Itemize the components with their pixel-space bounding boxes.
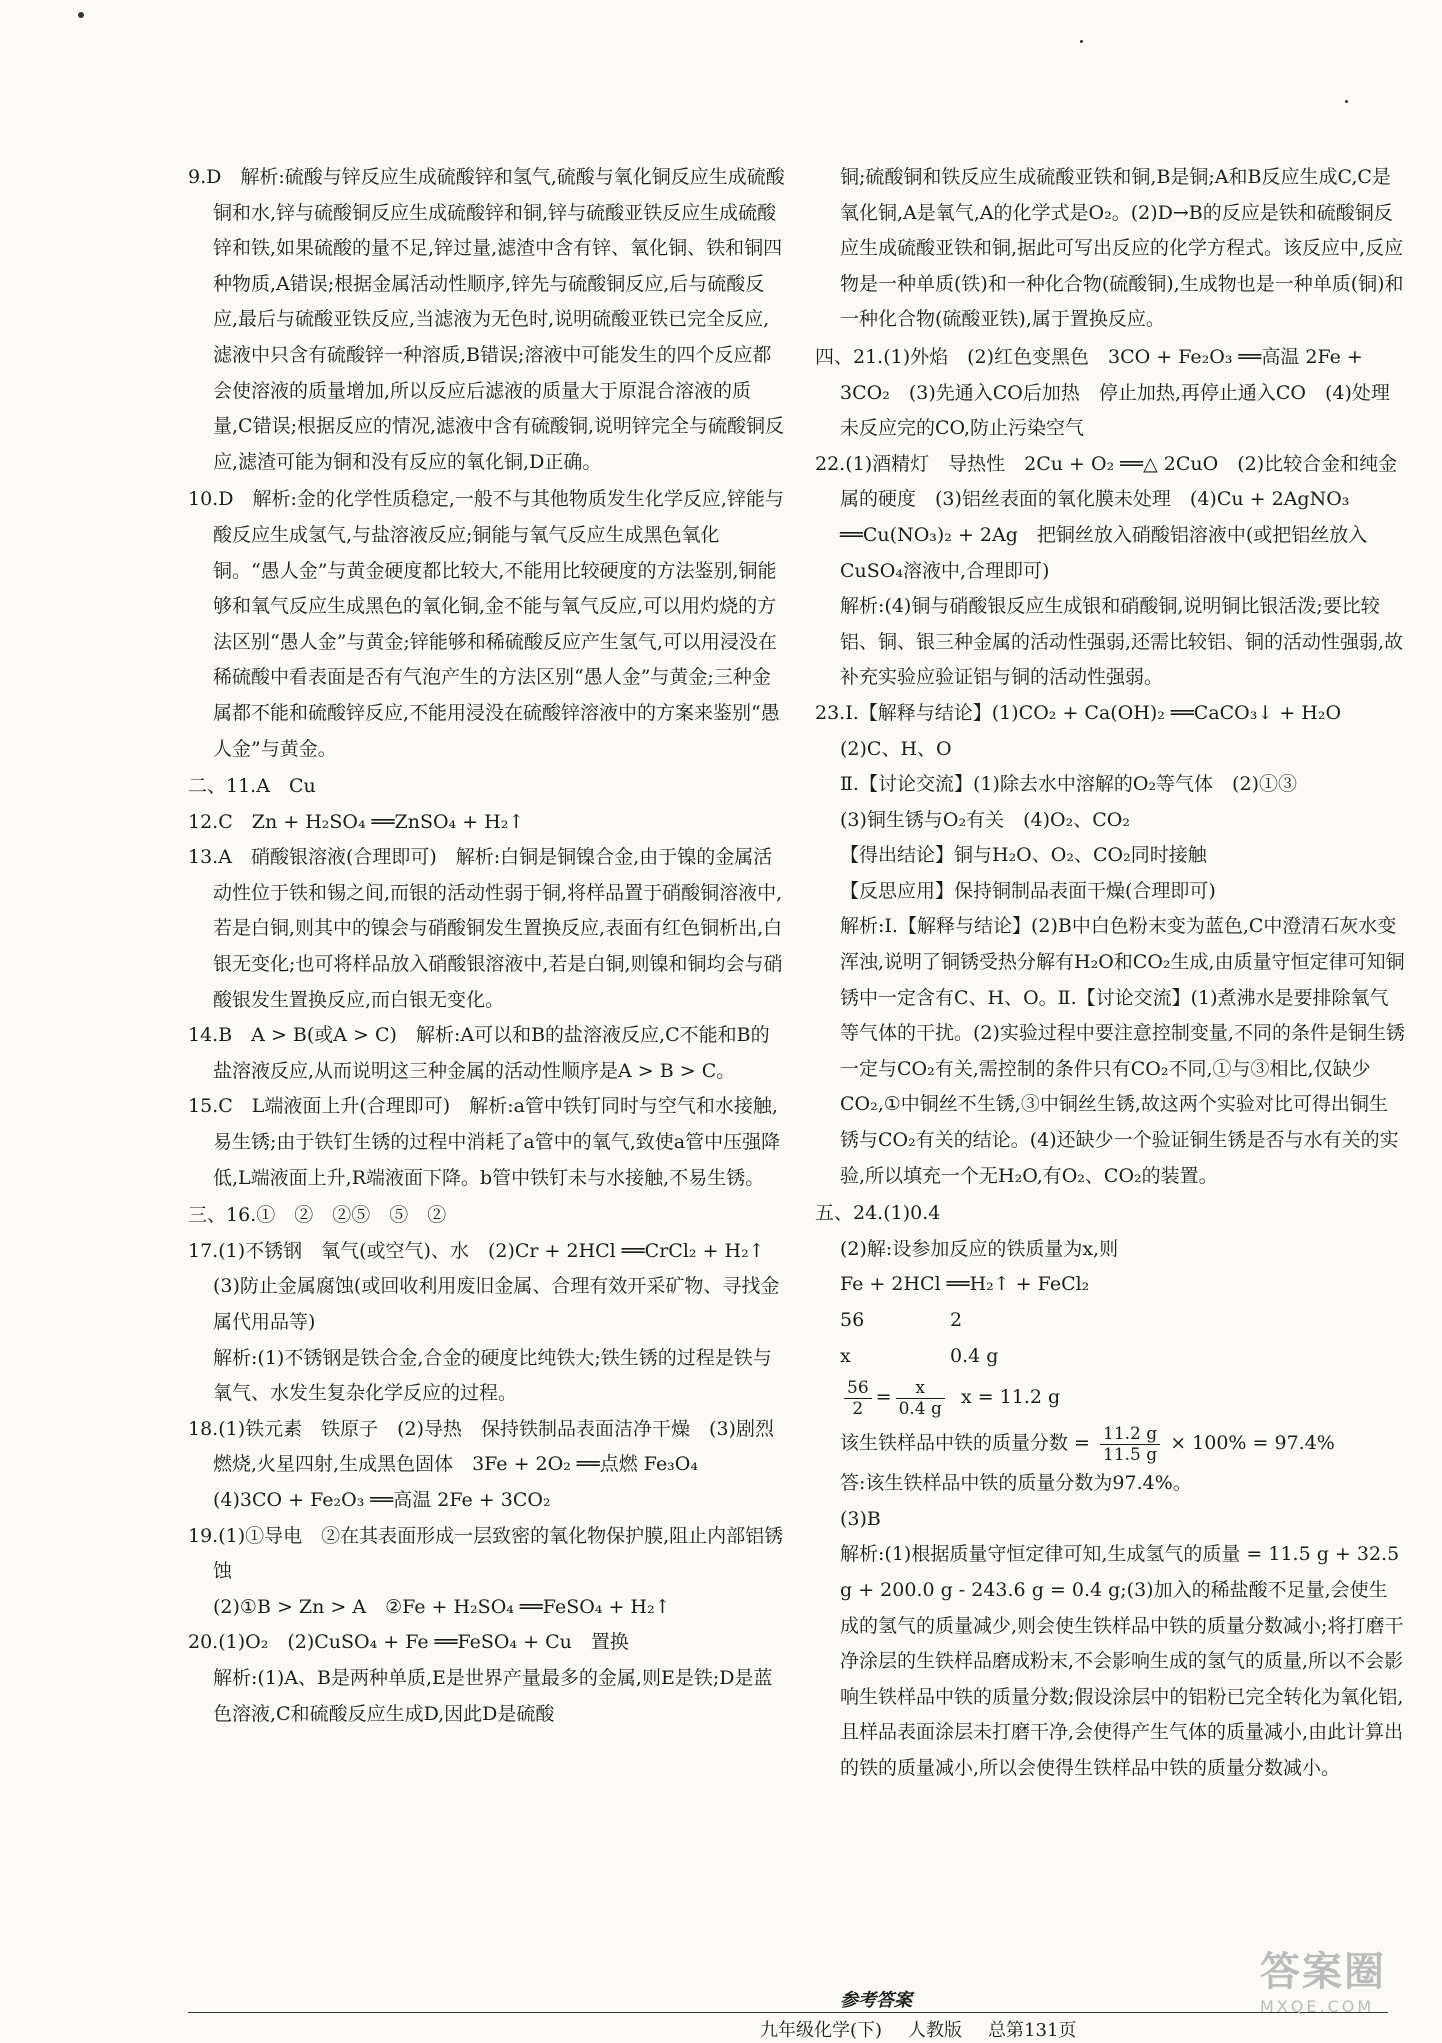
mass-fraction-denominator: 11.5 g xyxy=(1103,1444,1158,1465)
answer-24-statement: 答:该生铁样品中铁的质量分数为97.4%。 xyxy=(840,1472,1192,1495)
ratio-result: x = 11.2 g xyxy=(960,1386,1061,1409)
molar-mass-row xyxy=(840,1303,1405,1339)
answer-21: 四、21.(1)外焰 (2)红色变黑色 3CO + Fe₂O₃ ══高温 2Fe + 3CO₂ (3)先通入CO后加热 停止加热,再停止通入CO (4)处理未反应完的CO,防止污染空气 xyxy=(815,345,1390,440)
footer-title: 参考答案 xyxy=(840,1990,912,2011)
answer-19-part1: 19.(1)①导电 ②在其表面形成一层致密的氧化物保护膜,阻止内部铝锈蚀 xyxy=(188,1524,784,1583)
h2-mass: 2 xyxy=(950,1309,963,1331)
mass-fraction-result: × 100% = 97.4% xyxy=(1170,1432,1335,1455)
ratio-left-denominator: 2 xyxy=(852,1398,864,1419)
answer-23-reflection: 【反思应用】保持铜制品表面干燥(合理即可) xyxy=(840,879,1216,902)
scan-speck xyxy=(78,12,84,18)
ratio-right-numerator: x xyxy=(896,1378,945,1399)
answer-14: 14.B A > B(或A > C) 解析:A可以和B的盐溶液反应,C不能和B的盐溶液反应,从而说明这三种金属的活动性顺序是A > B > C。 xyxy=(188,1024,770,1082)
ratio-line: $\frac{56}{2}$ = $\frac{x}{0.4 g}$ x = 11.2 g xyxy=(840,1374,1405,1420)
footer-divider xyxy=(188,2012,1388,2013)
watermark-logo xyxy=(1260,1940,1420,2026)
answer-23-part2: Ⅱ.【讨论交流】(1)除去水中溶解的O₂等气体 (2)①③ xyxy=(840,773,1297,796)
left-column xyxy=(188,160,786,1732)
analysis-17: 解析:(1)不锈钢是铁合金,合金的硬度比纯铁大;铁生锈的过程是铁与氧气、水发生复杂化学反应的过程。 xyxy=(213,1346,772,1405)
watermark-sub: MXQE.COM xyxy=(1260,1997,1375,2016)
ratio-right-denominator: 0.4 g xyxy=(898,1398,942,1419)
analysis-23: 解析:Ⅰ.【解释与结论】(2)B中白色粉末变为蓝色,C中澄清石灰水变浑浊,说明了铜锈受热分解有H₂O和CO₂生成,由质量守恒定律可知铜锈中一定含有C、H、O。Ⅱ.【讨论交流】(1)煮沸水是要排除氧气等气体的干扰。(2)实验过程中要注意控制变量,不同的条件是铜生锈一定与CO₂有关,需控制的条件只有CO₂不同,①与③相比,仅缺少CO₂,①中铜丝不生锈,③中铜丝生锈,故这两个实验对比可得出铜生锈与CO₂有关的结论。(4)还缺少一个验证铜生锈是否与水有关的实验,所以填充一个无H₂O,有O₂、CO₂的装置。 xyxy=(840,915,1405,1187)
answer-23-part1: 23.Ⅰ.【解释与结论】(1)CO₂ + Ca(OH)₂ ══CaCO₃↓ + H₂O (2)C、H、O xyxy=(815,701,1361,760)
answer-10: 10.D 解析:金的化学性质稳定,一般不与其他物质发生化学反应,锌能与酸反应生成氢气,与盐溶液反应;铜能与氧气反应生成黑色氧化铜。“愚人金”与黄金硬度都比较大,不能用比较硬度的方法鉴别,铜能够和氧气反应生成黑色的氧化铜,金不能与氧气反应,可以用灼烧的方法区别“愚人金”与黄金;锌能够和稀硫酸反应产生氢气,可以用浸没在稀硫酸中看表面是否有气泡产生的方法区别“愚人金”与黄金;三种金属都不能和硫酸锌反应,不能用浸没在硫酸锌溶液中的方案来鉴别“愚人金”与黄金。 xyxy=(188,488,784,760)
answer-23-part3: (3)铜生锈与O₂有关 (4)O₂、CO₂ xyxy=(840,808,1130,831)
ratio-right-fraction xyxy=(896,1378,945,1419)
mass-fraction-numerator: 11.2 g xyxy=(1100,1424,1160,1445)
page-footer xyxy=(760,2016,1076,2042)
answer-19-part2: (2)①B > Zn > A ②Fe + H₂SO₄ ══FeSO₄ + H₂↑ xyxy=(213,1595,671,1618)
answer-11: 二、11.A Cu xyxy=(188,775,316,798)
answer-12: 12.C Zn + H₂SO₄ ══ZnSO₄ + H₂↑ xyxy=(188,810,525,833)
answer-24-solution-intro: (2)解:设参加反应的铁质量为x,则 xyxy=(840,1237,1119,1260)
mass-fraction xyxy=(1100,1424,1160,1465)
answer-13: 13.A 硝酸银溶液(合理即可) 解析:白铜是铜镍合金,由于镍的金属活动性位于铁和锡之间,而银的活动性弱于铜,将样品置于硝酸铜溶液中,若是白铜,则其中的镍会与硝酸铜发生置换反应,表面有红色铜析出,白银无变化;也可将样品放入硝酸银溶液中,若是白铜,则镍和铜均会与硝酸银发生置换反应,而白银无变化。 xyxy=(188,846,783,1011)
mass-fraction-label: 该生铁样品中铁的质量分数 = xyxy=(840,1432,1090,1455)
answer-20: 20.(1)O₂ (2)CuSO₄ + Fe ══FeSO₄ + Cu 置换 xyxy=(188,1631,629,1654)
reaction-equation: Fe + 2HCl ══H₂↑ + FeCl₂ xyxy=(840,1273,1090,1296)
answer-24-part3: (3)B xyxy=(840,1507,881,1530)
answer-15: 15.C L端液面上升(合理即可) 解析:a管中铁钉同时与空气和水接触,易生锈;由于铁钉生锈的过程中消耗了a管中的氧气,致使a管中压强降低,L端液面上升,R端液面下降。b管中铁钉未与水接触,不易生锈。 xyxy=(188,1095,781,1189)
answer-16: 三、16.① ② ②⑤ ⑤ ② xyxy=(188,1204,447,1227)
scan-speck xyxy=(1080,40,1083,43)
h2-actual: 0.4 g xyxy=(950,1344,999,1367)
right-column xyxy=(815,160,1405,1787)
x-value: x xyxy=(840,1344,851,1367)
analysis-20-continued: 铜;硫酸铜和铁反应生成硫酸亚铁和铜,B是铜;A和B反应生成C,C是氧化铜,A是氧气,A的化学式是O₂。(2)D→B的反应是铁和硫酸铜反应生成硫酸亚铁和铜,据此可写出反应的化学方程式。该反应中,反应物是一种单质(铁)和一种化合物(硫酸铜),生成物也是一种单质(铜)和一种化合物(硫酸亚铁),属于置换反应。 xyxy=(840,166,1404,331)
analysis-20: 解析:(1)A、B是两种单质,E是世界产量最多的金属,则E是铁;D是蓝色溶液,C和硫酸反应生成D,因此D是硫酸 xyxy=(213,1666,773,1725)
answer-18: 18.(1)铁元素 铁原子 (2)导热 保持铁制品表面洁净干燥 (3)剧烈燃烧,火星四射,生成黑色固体 3Fe + 2O₂ ══点燃 Fe₃O₄ (4)3CO + Fe₂O₃ ══高温 2Fe + 3CO₂ xyxy=(188,1417,774,1511)
answer-24-part1: 五、24.(1)0.4 xyxy=(815,1202,941,1225)
scan-speck xyxy=(1345,100,1348,103)
footer-edition: 人教版 xyxy=(908,2020,963,2041)
analysis-24: 解析:(1)根据质量守恒定律可知,生成氢气的质量 = 11.5 g + 32.5 g + 200.0 g - 243.6 g = 0.4 g;(3)加入的稀盐酸不足量,会使生成的氢气的质量减少,则会使生铁样品中铁的质量分数减小;将打磨干净涂层的生铁样品磨成粉末,不会影响生成的氢气的质量,所以不会影响生铁样品中铁的质量分数;假设涂层中的铝粉已完全转化为氧化铝,且样品表面涂层未打磨干净,会使得产生气体的质量减小,由此计算出的铁的质量减小,所以会使得生铁样品中铁的质量分数减小。 xyxy=(840,1543,1404,1779)
answer-9: 9.D 解析:硫酸与锌反应生成硫酸锌和氢气,硫酸与氧化铜反应生成硫酸铜和水,锌与硫酸铜反应生成硫酸锌和铜,锌与硫酸亚铁反应生成硫酸锌和铁,如果硫酸的量不足,锌过量,滤渣中含有锌、氧化铜、铁和铜四种物质,A错误;根据金属活动性顺序,锌先与硫酸铜反应,后与硫酸反应,最后与硫酸亚铁反应,当滤液为无色时,说明硫酸亚铁已完全反应,滤液中只含有硫酸锌一种溶质,B错误;溶液中可能发生的四个反应都会使溶液的质量增加,所以反应后滤液的质量大于原混合溶液的质量,C错误;根据反应的情况,滤液中含有硫酸铜,说明锌完全与硫酸铜反应,滤渣可能为铜和没有反应的氧化铜,D正确。 xyxy=(188,166,785,473)
watermark-main: 答案圈 xyxy=(1260,1949,1386,1995)
answer-17: 17.(1)不锈钢 氧气(或空气)、水 (2)Cr + 2HCl ══CrCl₂ + H₂↑ (3)防止金属腐蚀(或回收利用废旧金属、合理有效开采矿物、寻找金属代用品等) xyxy=(188,1239,784,1333)
answer-22: 22.(1)酒精灯 导热性 2Cu + O₂ ══△ 2CuO (2)比较合金和纯金属的硬度 (3)铝丝表面的氧化膜未处理 (4)Cu + 2AgNO₃ ══Cu(NO₃)₂ + 2Ag 把铜丝放入硝酸铝溶液中(或把铝丝放入CuSO₄溶液中,合理即可) xyxy=(815,452,1398,582)
calculation-block xyxy=(815,1267,1405,1420)
answer-23-conclusion: 【得出结论】铜与H₂O、O₂、CO₂同时接触 xyxy=(840,844,1207,867)
mass-fraction-line xyxy=(815,1420,1405,1466)
fe-mass: 56 xyxy=(840,1309,865,1331)
footer-grade: 九年级化学(下) xyxy=(760,2020,883,2041)
ratio-left-fraction xyxy=(844,1378,872,1419)
analysis-22: 解析:(4)铜与硝酸银反应生成银和硝酸铜,说明铜比银活泼;要比较铝、铜、银三种金属的活动性强弱,还需比较铝、铜的活动性强弱,故补充实验应验证铝与铜的活动性强弱。 xyxy=(840,595,1404,689)
unknown-row xyxy=(840,1339,1405,1375)
ratio-left-numerator: 56 xyxy=(844,1378,872,1399)
footer-page-number: 总第131页 xyxy=(988,2020,1077,2041)
